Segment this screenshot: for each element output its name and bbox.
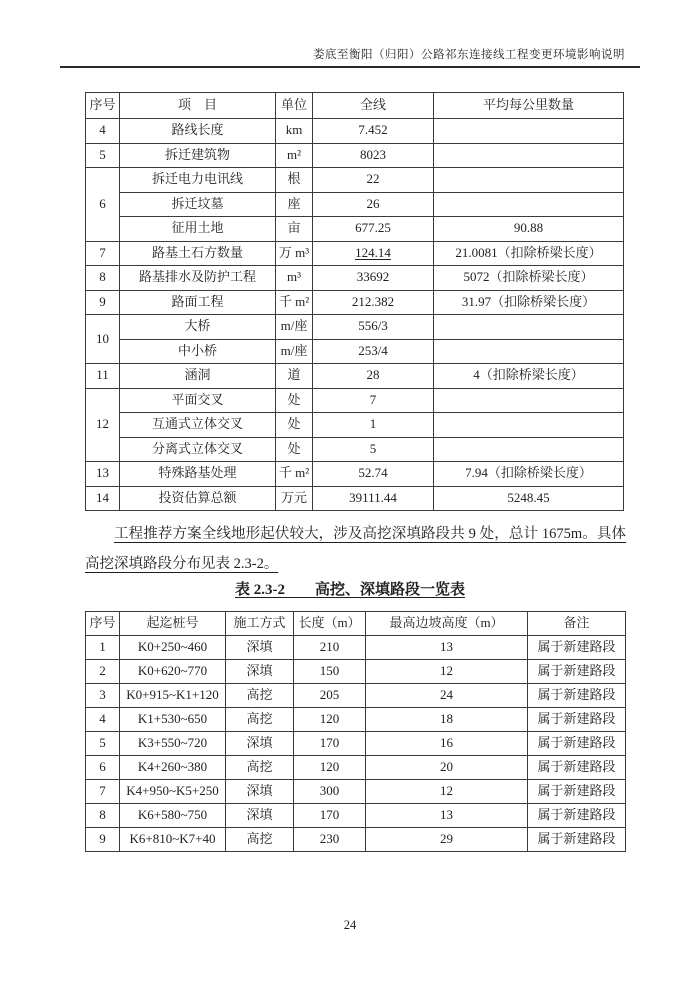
cell-max-slope-height: 24	[366, 684, 528, 708]
cell-stake-range: K3+550~720	[120, 732, 226, 756]
cell-method: 深填	[226, 660, 294, 684]
cell-total: 26	[313, 192, 434, 217]
cell-total: 5	[313, 437, 434, 462]
table-row	[86, 168, 624, 193]
cell-no: 7	[86, 241, 120, 266]
cutfill-header-2: 施工方式	[226, 612, 294, 636]
cell-no: 6	[86, 168, 120, 242]
cell-average	[434, 119, 624, 144]
cell-no: 11	[86, 364, 120, 389]
cell-average: 31.97（扣除桥梁长度）	[434, 290, 624, 315]
cutfill-header-3: 长度（m）	[294, 612, 366, 636]
cell-item: 平面交叉	[120, 388, 276, 413]
cell-unit: m/座	[276, 339, 313, 364]
cell-unit: 处	[276, 388, 313, 413]
cell-average: 5072（扣除桥梁长度）	[434, 266, 624, 291]
cell-unit: 万 m³	[276, 241, 313, 266]
cell-stake-range: K1+530~650	[120, 708, 226, 732]
cell-method: 深填	[226, 780, 294, 804]
cell-length: 230	[294, 828, 366, 852]
cell-method: 高挖	[226, 684, 294, 708]
cell-max-slope-height: 13	[366, 636, 528, 660]
quantities-header-row	[86, 93, 624, 119]
quantities-table-body	[86, 119, 624, 511]
cell-length: 205	[294, 684, 366, 708]
cell-item: 中小桥	[120, 339, 276, 364]
table-row	[86, 756, 626, 780]
table-row	[86, 708, 626, 732]
cell-stake-range: K0+620~770	[120, 660, 226, 684]
cell-no: 5	[86, 732, 120, 756]
cell-average	[434, 388, 624, 413]
cell-no: 7	[86, 780, 120, 804]
cut-fill-sections-table	[85, 611, 626, 852]
cutfill-table-head	[86, 612, 626, 636]
cell-remark: 属于新建路段	[528, 732, 626, 756]
table-caption	[0, 578, 700, 599]
cell-stake-range: K6+810~K7+40	[120, 828, 226, 852]
cell-average	[434, 315, 624, 340]
cell-item: 特殊路基处理	[120, 462, 276, 487]
cell-no: 8	[86, 266, 120, 291]
cell-length: 170	[294, 804, 366, 828]
quantities-header-3: 全线	[313, 93, 434, 119]
cutfill-header-4: 最高边坡高度（m）	[366, 612, 528, 636]
table-row	[86, 217, 624, 242]
cell-remark: 属于新建路段	[528, 684, 626, 708]
cell-item: 大桥	[120, 315, 276, 340]
cell-total: 33692	[313, 266, 434, 291]
cell-max-slope-height: 16	[366, 732, 528, 756]
cell-no: 13	[86, 462, 120, 487]
cell-item: 分离式立体交叉	[120, 437, 276, 462]
cell-stake-range: K0+915~K1+120	[120, 684, 226, 708]
cell-average: 4（扣除桥梁长度）	[434, 364, 624, 389]
table-row	[86, 143, 624, 168]
cell-remark: 属于新建路段	[528, 708, 626, 732]
cell-total: 212.382	[313, 290, 434, 315]
cell-unit: 处	[276, 413, 313, 438]
cell-unit: 道	[276, 364, 313, 389]
table-row	[86, 290, 624, 315]
cell-length: 170	[294, 732, 366, 756]
table-row	[86, 732, 626, 756]
cell-item: 拆迁建筑物	[120, 143, 276, 168]
cell-remark: 属于新建路段	[528, 780, 626, 804]
cell-no: 4	[86, 708, 120, 732]
table-row	[86, 804, 626, 828]
cell-unit: 千 m²	[276, 290, 313, 315]
cell-remark: 属于新建路段	[528, 660, 626, 684]
table-row	[86, 388, 624, 413]
cutfill-header-row	[86, 612, 626, 636]
table-row	[86, 660, 626, 684]
quantities-header-2: 单位	[276, 93, 313, 119]
cell-total: 7.452	[313, 119, 434, 144]
cell-no: 5	[86, 143, 120, 168]
cell-item: 路基土石方数量	[120, 241, 276, 266]
cell-no: 4	[86, 119, 120, 144]
cell-unit: m/座	[276, 315, 313, 340]
cell-total: 124.14	[313, 241, 434, 266]
cell-unit: 根	[276, 168, 313, 193]
cutfill-header-0: 序号	[86, 612, 120, 636]
cell-no: 12	[86, 388, 120, 462]
cell-total: 52.74	[313, 462, 434, 487]
cell-stake-range: K0+250~460	[120, 636, 226, 660]
body-paragraph	[85, 519, 626, 579]
table-row	[86, 413, 624, 438]
table-row	[86, 486, 624, 511]
cell-remark: 属于新建路段	[528, 756, 626, 780]
table-row	[86, 437, 624, 462]
cell-unit: km	[276, 119, 313, 144]
table-row	[86, 315, 624, 340]
quantities-header-4: 平均每公里数量	[434, 93, 624, 119]
cutfill-table-body	[86, 636, 626, 852]
cell-no: 1	[86, 636, 120, 660]
quantities-table-head	[86, 93, 624, 119]
cell-method: 高挖	[226, 828, 294, 852]
table-row	[86, 462, 624, 487]
cell-unit: m³	[276, 266, 313, 291]
cell-remark: 属于新建路段	[528, 636, 626, 660]
cell-max-slope-height: 20	[366, 756, 528, 780]
table-row	[86, 119, 624, 144]
cell-average	[434, 192, 624, 217]
cell-remark: 属于新建路段	[528, 804, 626, 828]
table-row	[86, 266, 624, 291]
table-row	[86, 339, 624, 364]
cell-no: 3	[86, 684, 120, 708]
cell-total: 28	[313, 364, 434, 389]
table-row	[86, 828, 626, 852]
cell-max-slope-height: 13	[366, 804, 528, 828]
table-row	[86, 684, 626, 708]
cell-unit: 千 m²	[276, 462, 313, 487]
cell-average	[434, 339, 624, 364]
cell-max-slope-height: 12	[366, 660, 528, 684]
cell-length: 120	[294, 708, 366, 732]
cell-item: 拆迁电力电讯线	[120, 168, 276, 193]
cell-item: 拆迁坟墓	[120, 192, 276, 217]
table-row	[86, 192, 624, 217]
cell-no: 6	[86, 756, 120, 780]
cell-total: 1	[313, 413, 434, 438]
cell-method: 深填	[226, 804, 294, 828]
cell-unit: 万元	[276, 486, 313, 511]
cell-method: 深填	[226, 636, 294, 660]
cell-unit: 亩	[276, 217, 313, 242]
cell-average: 7.94（扣除桥梁长度）	[434, 462, 624, 487]
cell-no: 8	[86, 804, 120, 828]
body-paragraph-text: 工程推荐方案全线地形起伏较大，涉及高挖深填路段共 9 处，总计 1675m。具体高挖深填路段分布见表 2.3-2。	[85, 526, 626, 572]
cell-unit: 处	[276, 437, 313, 462]
cell-total: 22	[313, 168, 434, 193]
cell-average	[434, 437, 624, 462]
cell-item: 征用土地	[120, 217, 276, 242]
cell-no: 9	[86, 290, 120, 315]
cell-length: 210	[294, 636, 366, 660]
table-row	[86, 241, 624, 266]
cell-method: 高挖	[226, 708, 294, 732]
cell-no: 9	[86, 828, 120, 852]
cell-total: 8023	[313, 143, 434, 168]
page-header-title: 娄底至衡阳（归阳）公路祁东连接线工程变更环境影响说明	[313, 49, 625, 61]
cell-no: 2	[86, 660, 120, 684]
cell-length: 300	[294, 780, 366, 804]
page-number: 24	[343, 918, 357, 932]
cell-average: 5248.45	[434, 486, 624, 511]
cell-total: 253/4	[313, 339, 434, 364]
cell-total: 39111.44	[313, 486, 434, 511]
cell-max-slope-height: 29	[366, 828, 528, 852]
cell-unit: m²	[276, 143, 313, 168]
quantities-header-1: 项 目	[120, 93, 276, 119]
quantities-header-0: 序号	[86, 93, 120, 119]
cell-no: 14	[86, 486, 120, 511]
cell-average	[434, 413, 624, 438]
cell-item: 投资估算总额	[120, 486, 276, 511]
cell-average	[434, 168, 624, 193]
cell-item: 路面工程	[120, 290, 276, 315]
cell-stake-range: K4+260~380	[120, 756, 226, 780]
cell-method: 深填	[226, 732, 294, 756]
cell-item: 路基排水及防护工程	[120, 266, 276, 291]
cutfill-header-5: 备注	[528, 612, 626, 636]
cell-item: 涵洞	[120, 364, 276, 389]
cell-total: 677.25	[313, 217, 434, 242]
main-quantities-table	[85, 92, 624, 511]
cutfill-header-1: 起迄桩号	[120, 612, 226, 636]
cell-average	[434, 143, 624, 168]
cell-total: 7	[313, 388, 434, 413]
cell-stake-range: K4+950~K5+250	[120, 780, 226, 804]
cell-average: 90.88	[434, 217, 624, 242]
table-row	[86, 364, 624, 389]
cell-stake-range: K6+580~750	[120, 804, 226, 828]
cell-method: 高挖	[226, 756, 294, 780]
cell-item: 互通式立体交叉	[120, 413, 276, 438]
cell-unit: 座	[276, 192, 313, 217]
cell-max-slope-height: 18	[366, 708, 528, 732]
table-caption-text: 表 2.3-2 高挖、深填路段一览表	[235, 582, 465, 598]
cell-length: 150	[294, 660, 366, 684]
cell-total: 556/3	[313, 315, 434, 340]
cell-no: 10	[86, 315, 120, 364]
cell-average: 21.0081（扣除桥梁长度）	[434, 241, 624, 266]
cell-max-slope-height: 12	[366, 780, 528, 804]
cell-length: 120	[294, 756, 366, 780]
header-divider	[60, 66, 640, 68]
cell-remark: 属于新建路段	[528, 828, 626, 852]
cell-item: 路线长度	[120, 119, 276, 144]
table-row	[86, 636, 626, 660]
table-row	[86, 780, 626, 804]
